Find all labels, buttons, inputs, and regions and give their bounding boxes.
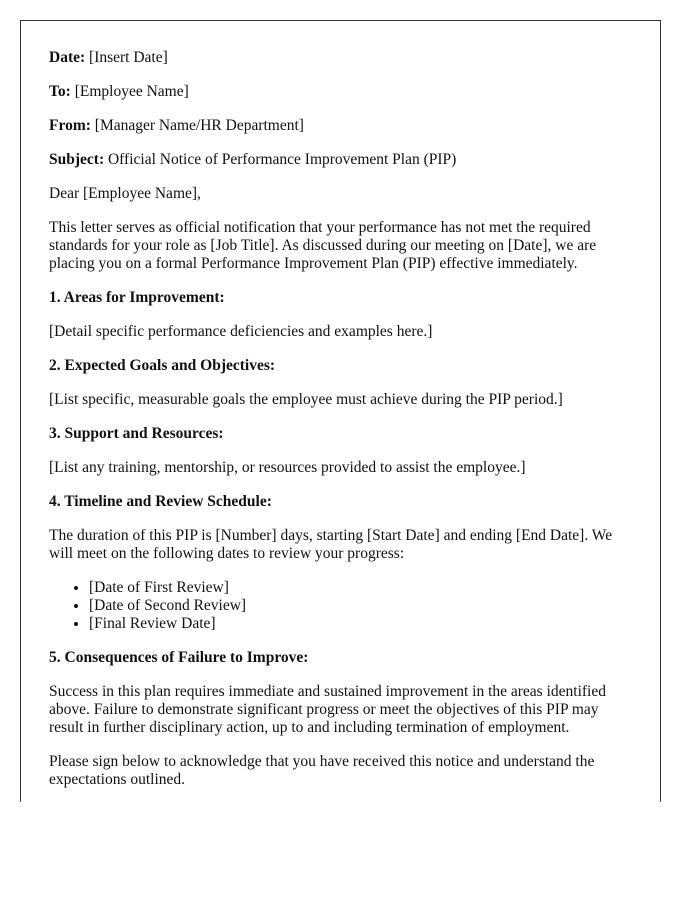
to-value: [Employee Name] [74,83,189,100]
date-line [49,49,632,67]
section-heading: 3. Support and Resources: [49,425,224,442]
intro-paragraph: This letter serves as official notification that your performance has not met the required standards for your role as [Job Title]. As discussed during our meeting on [Date], we are placing you on a formal Performance Improvement Plan (PIP) effective immediately. [49,219,597,272]
subject-value: Official Notice of Performance Improvement Plan (PIP) [107,151,457,168]
section-heading: 2. Expected Goals and Objectives: [49,357,276,374]
date-label: Date: [49,49,86,66]
section-body: [Detail specific performance deficiencies and examples here.] [49,323,433,340]
section-heading: 5. Consequences of Failure to Improve: [49,649,309,666]
from-label: From: [49,117,91,134]
section-body: Success in this plan requires immediate and sustained improvement in the areas identified above. Failure to demonstrate significant progress or meet the objectives of this PIP may result in further disciplinary action, up to and including termination of employment. [49,683,606,736]
list-item: • [Final Review Date] [89,615,632,633]
review-dates-list [49,579,632,633]
list-item: • [Date of First Review] [89,579,632,597]
from-line [49,117,632,135]
section-heading: 1. Areas for Improvement: [49,289,225,306]
section-body: [List any training, mentorship, or resources provided to assist the employee.] [49,459,526,476]
subject-label: Subject: [49,151,105,168]
list-item: • [Date of Second Review] [89,597,632,615]
subject-line [49,151,632,169]
section-heading: 4. Timeline and Review Schedule: [49,493,272,510]
letter-page [20,20,661,802]
to-label: To: [49,83,71,100]
section-body: [List specific, measurable goals the employee must achieve during the PIP period.] [49,391,563,408]
closing-paragraph: Please sign below to acknowledge that you have received this notice and understand the expectations outlined. [49,753,595,788]
date-value: [Insert Date] [89,49,168,66]
from-value: [Manager Name/HR Department] [94,117,304,134]
to-line [49,83,632,101]
salutation: Dear [Employee Name], [49,185,201,202]
section-body: The duration of this PIP is [Number] days, starting [Start Date] and ending [End Date]. We will meet on the following dates to review your progress: [49,527,613,562]
